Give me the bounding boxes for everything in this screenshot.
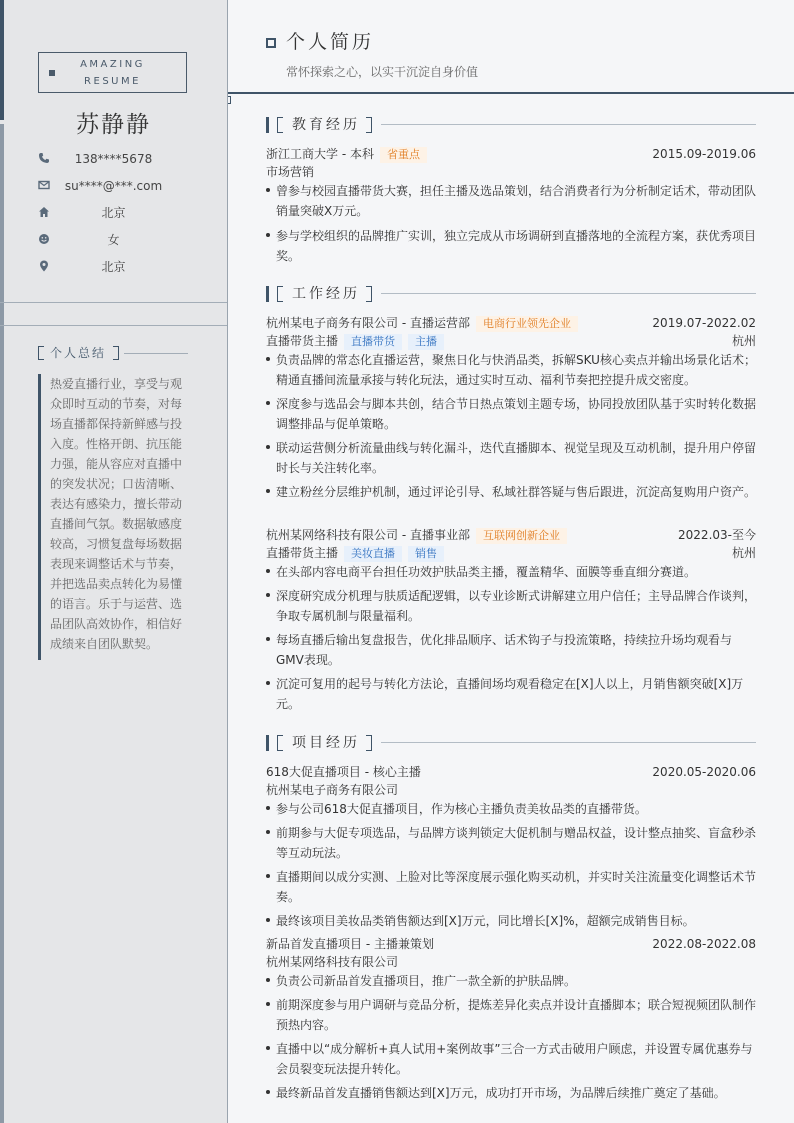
divider — [0, 325, 227, 326]
project-company-row — [266, 953, 756, 971]
resume-header — [228, 0, 794, 94]
project-dates: 2022.08-2022.08 — [652, 937, 756, 951]
project-company: 杭州某电子商务有限公司 — [266, 783, 399, 797]
company-name: 杭州某网络科技有限公司 - 直播事业部 — [266, 528, 470, 542]
phone-text: 138****5678 — [74, 152, 153, 166]
bullet-text: 在头部内容电商平台担任功效护肤品类主播，覆盖精华、面膜等垂直细分赛道。 — [276, 565, 697, 579]
company-tag: 电商行业领先企业 — [476, 316, 578, 332]
divider — [0, 302, 227, 303]
contact-location — [0, 258, 227, 276]
bullet-text: 前期深度参与用户调研与竞品分析，提炼差异化卖点并设计直播脚本；联合短视频团队制作预热内容。 — [276, 998, 757, 1032]
email-text: su****@***.com — [64, 179, 163, 193]
section-title: 教育经历 — [292, 117, 360, 133]
location-text: 北京 — [101, 260, 126, 274]
job-role: 直播带货主播 — [266, 334, 339, 348]
job-city: 杭州 — [731, 546, 756, 560]
section-title: 项目经历 — [292, 735, 360, 751]
logo-dot — [49, 70, 55, 76]
section-heading-projects — [266, 734, 756, 752]
project-header — [266, 935, 756, 953]
header-mark — [228, 96, 231, 104]
section-title: 工作经历 — [292, 286, 360, 302]
page-title: 个人简历 — [286, 31, 375, 53]
bullet-text: 曾参与校园直播带货大赛，担任主播及选品策划，结合消费者行为分析制定话术，带动团队销量突破X万元。 — [276, 184, 757, 218]
job-role-row — [266, 544, 756, 562]
bullet-text: 建立粉丝分层维护机制，通过评论引导、私域社群答疑与售后跟进，沉淀高复购用户资产。 — [276, 485, 757, 499]
logo-line: AMAZING — [80, 58, 145, 70]
title-square-icon — [266, 38, 276, 48]
heading-rule — [124, 353, 188, 354]
contact-phone — [0, 150, 227, 168]
page-subtitle: 常怀探索之心，以实干沉淀自身价值 — [286, 65, 479, 79]
bullet-text: 最终该项目美妆品类销售额达到[X]万元，同比增长[X]%，超额完成销售目标。 — [276, 914, 695, 928]
summary-title: 个人总结 — [50, 346, 107, 360]
gender-text: 女 — [107, 233, 120, 247]
project-dates: 2020.05-2020.06 — [652, 765, 756, 779]
education-major-row — [266, 163, 756, 181]
bracket-left — [38, 346, 44, 360]
job-role-row — [266, 332, 756, 350]
project-company-row — [266, 781, 756, 799]
edge-accent — [0, 0, 4, 120]
section-heading-work — [266, 285, 756, 303]
bullet-text: 直播中以“成分解析+真人试用+案例故事”三合一方式击破用户顾虑，并设置专属优惠券与会员裂变玩法提升转化。 — [276, 1042, 753, 1076]
bullet-text: 负责公司新品首发直播项目，推广一款全新的护肤品牌。 — [276, 974, 577, 988]
bullet-text: 联动运营侧分析流量曲线与转化漏斗，迭代直播脚本、视觉呈现及互动机制，提升用户停留时长与关注转化率。 — [276, 441, 757, 475]
summary-text: 热爱直播行业，享受与观众即时互动的节奏，对每场直播都保持新鲜感与投入度。性格开朗、抗压能力强，能从容应对直播中的突发状况；口齿清晰、表达有感染力，擅长带动直播间气氛。数据敏感度较高，习惯复盘每场数据表现来调整话术与节奏，并把选品卖点转化为易懂的语言。乐于与运营、选品团队高效协作，相信好成绩来自团队默契。 — [38, 374, 184, 660]
bullet-text: 沉淀可复用的起号与转化方法论，直播间场均观看稳定在[X]人以上，月销售额突破[X]万元。 — [276, 677, 744, 711]
bullet-text: 参与学校组织的品牌推广实训，独立完成从市场调研到直播落地的全流程方案，获优秀项目奖。 — [276, 229, 757, 263]
job-dates: 2019.07-2022.02 — [652, 316, 756, 330]
role-tag: 主播 — [408, 334, 444, 350]
resume-logo — [38, 52, 187, 93]
contact-gender — [0, 231, 227, 249]
contact-email — [0, 177, 227, 195]
project-name: 新品首发直播项目 - 主播兼策划 — [266, 937, 434, 951]
bullet-text: 负责品牌的常态化直播运营，聚焦日化与快消品类，拆解SKU核心卖点并输出场景化话术；精通直播间流量承接与转化玩法，通过实时互动、福利节奏把控提升成交密度。 — [276, 353, 756, 387]
project-company: 杭州某网络科技有限公司 — [266, 955, 399, 969]
role-tag: 直播带货 — [344, 334, 402, 350]
project-header — [266, 763, 756, 781]
summary-heading — [38, 345, 188, 361]
job-dates: 2022.03-至今 — [678, 528, 756, 542]
education-dates: 2015.09-2019.06 — [652, 147, 756, 161]
role-tag: 销售 — [408, 546, 444, 562]
job-role: 直播带货主播 — [266, 546, 339, 560]
bullet-text: 每场直播后输出复盘报告，优化排品顺序、话术钩子与投流策略，持续拉升场均观看与GMV表现。 — [276, 633, 733, 667]
job-header — [266, 526, 756, 544]
bullet-text: 前期参与大促专项选品，与品牌方谈判锁定大促机制与赠品权益，设计整点抽奖、盲盒秒杀等互动玩法。 — [276, 826, 757, 860]
bullet-text: 参与公司618大促直播项目，作为核心主播负责美妆品类的直播带货。 — [276, 802, 647, 816]
job-header — [266, 314, 756, 332]
bracket-right — [113, 346, 119, 360]
education-header — [266, 145, 756, 163]
contact-home — [0, 204, 227, 222]
section-heading-education — [266, 116, 756, 134]
project-name: 618大促直播项目 - 核心主播 — [266, 765, 421, 779]
education-major: 市场营销 — [266, 165, 315, 179]
school-name: 浙江工商大学 - 本科 — [266, 147, 374, 161]
logo-line: RESUME — [84, 75, 141, 87]
home-text: 北京 — [101, 206, 126, 220]
bullet-text: 直播期间以成分实测、上脸对比等深度展示强化购买动机，并实时关注流量变化调整话术节奏。 — [276, 870, 757, 904]
bullet-text: 深度参与选品会与脚本共创，结合节日热点策划主题专场，协同投放团队基于实时转化数据调整排品与促单策略。 — [276, 397, 757, 431]
school-tag: 省重点 — [380, 147, 427, 163]
role-tag: 美妆直播 — [344, 546, 402, 562]
job-city: 杭州 — [731, 334, 756, 348]
bullet-text: 深度研究成分机理与肤质适配逻辑，以专业诊断式讲解建立用户信任；主导品牌合作谈判，争取专属机制与限量福利。 — [276, 589, 757, 623]
candidate-name: 苏静静 — [76, 112, 151, 138]
bullet-text: 最终新品首发直播销售额达到[X]万元，成功打开市场，为品牌后续推广奠定了基础。 — [276, 1086, 726, 1100]
company-tag: 互联网创新企业 — [476, 528, 567, 544]
company-name: 杭州某电子商务有限公司 - 直播运营部 — [266, 316, 470, 330]
sidebar — [0, 0, 228, 1123]
